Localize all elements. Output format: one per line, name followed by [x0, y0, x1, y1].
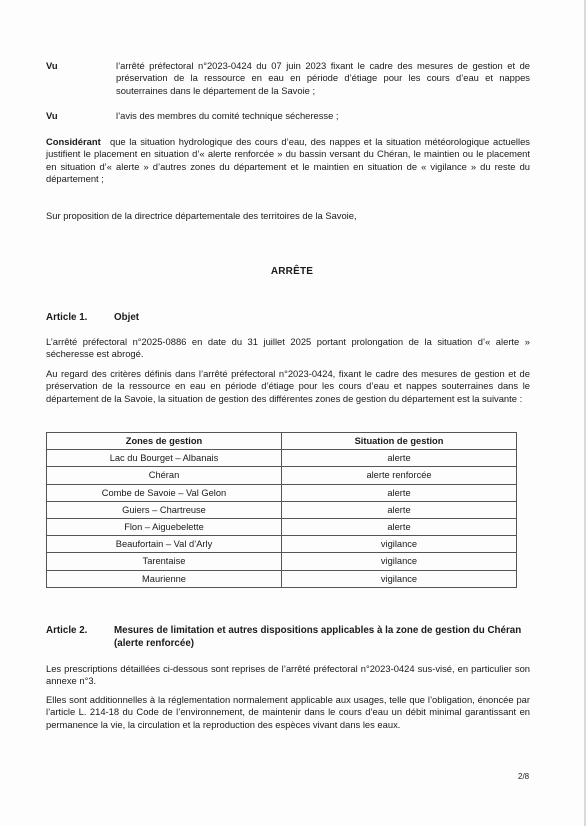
article-1-paragraph-1: L’arrêté préfectoral n°2025-0886 en date du 31 juillet 2025 portant prolongation de la situation d’« alerte » sécheresse est abrogé.: [46, 336, 530, 360]
situation-cell: vigilance: [282, 553, 517, 570]
clause-text: l’arrêté préfectoral n°2023-0424 du 07 juin 2023 fixant le cadre des mesures de gestion et de préservation de la ressource en eau en période d’étiage pour les cours d’eau et nappes souterraines dans le département de la Savoie ;: [116, 60, 530, 96]
article-2-paragraph-1: Les prescriptions détaillées ci-dessous sont reprises de l’arrêté préfectoral n°2023-0424 sus-visé, en particulier son annexe n°3.: [46, 663, 530, 687]
zone-cell: Tarentaise: [47, 553, 282, 570]
zone-cell: Beaufortain – Val d’Arly: [47, 536, 282, 553]
zone-cell: Lac du Bourget – Albanais: [47, 450, 282, 467]
table-row: [47, 450, 517, 467]
zone-cell: Guiers – Chartreuse: [47, 501, 282, 518]
zone-cell: Chéran: [47, 467, 282, 484]
table-row: [47, 501, 517, 518]
situation-cell: vigilance: [282, 536, 517, 553]
zone-cell: Maurienne: [47, 570, 282, 587]
zone-cell: Combe de Savoie – Val Gelon: [47, 484, 282, 501]
article-title: Objet: [114, 312, 140, 323]
table-row: [47, 467, 517, 484]
clause-text: l’avis des membres du comité technique sécheresse ;: [116, 110, 339, 121]
situation-cell: alerte: [282, 450, 517, 467]
article-title: Mesures de limitation et autres dispositions applicables à la zone de gestion du Chéran (alerte renforcée): [114, 625, 522, 649]
clause-text: que la situation hydrologique des cours d’eau, des nappes et la situation météorologique actuelles justifient le placement en situation d’« alerte renforcée » du bassin versant du Chéran, le maintien ou le placement en situation d’« alerte » d’autres zones du département et le maintien en situation de « vigilance » du reste du département ;: [46, 136, 530, 184]
management-zones-table: [46, 432, 517, 588]
table-row: [47, 553, 517, 570]
situation-cell: alerte: [282, 484, 517, 501]
article-number: Article 2.: [46, 625, 88, 636]
page-number: 2/8: [518, 772, 530, 781]
zone-cell: Flon – Aiguebelette: [47, 518, 282, 535]
situation-cell: alerte: [282, 518, 517, 535]
arrete-heading: ARRÊTE: [270, 266, 314, 277]
situation-cell: alerte: [282, 501, 517, 518]
table-header-row: [47, 433, 517, 450]
situation-cell: vigilance: [282, 570, 517, 587]
table-row: [47, 518, 517, 535]
table-row: [47, 484, 517, 501]
situation-cell: alerte renforcée: [282, 467, 517, 484]
clause-label: Vu: [46, 110, 58, 121]
clause-label: Considérant: [46, 136, 101, 147]
article-2-paragraph-2: Elles sont additionnelles à la réglementation normalement applicable aux usages, telle que l’obligation, énoncée par l’article L. 214-18 du Code de l’environnement, de maintenir dans le cours d’eau un débit minimal garantissant en permanence la vie, la circulation et la reproduction des espèces vivant dans les eaux.: [46, 694, 530, 730]
column-header-zone: Zones de gestion: [47, 433, 282, 450]
article-number: Article 1.: [46, 312, 88, 323]
article-1-paragraph-2: Au regard des critères définis dans l’arrêté préfectoral n°2023-0424, fixant le cadre des mesures de gestion et de préservation de la ressource en eau en période d’étiage pour les cours d’eau et nappes souterraines dans le département de la Savoie, la situation de gestion des différentes zones de gestion du département est la suivante :: [46, 368, 530, 404]
proposition-text: Sur proposition de la directrice départementale des territoires de la Savoie,: [46, 210, 357, 221]
table-row: [47, 536, 517, 553]
column-header-situation: Situation de gestion: [282, 433, 517, 450]
clause-label: Vu: [46, 60, 58, 71]
table-row: [47, 570, 517, 587]
